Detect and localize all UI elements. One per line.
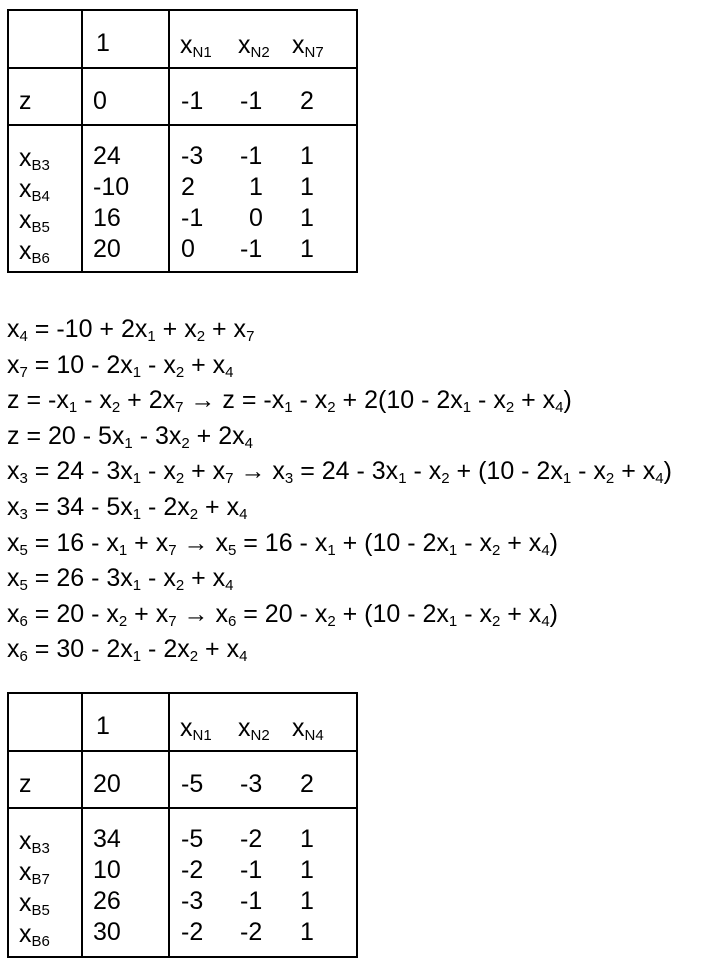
equation-subscript: 5	[19, 576, 28, 594]
equation-subscript: 2	[175, 576, 185, 594]
row-divider	[9, 67, 356, 69]
row-divider	[9, 807, 356, 809]
equation-text: + x	[127, 599, 169, 628]
equation-subscript: 2	[491, 541, 501, 559]
row-const: 26	[93, 887, 121, 915]
equation-subscript: 2	[327, 398, 336, 416]
row-val: -1	[240, 142, 263, 170]
row-val: 1	[300, 825, 314, 853]
equation-text: = 16 - x	[27, 528, 119, 557]
equation-subscript: 2	[196, 327, 206, 345]
row-const: 30	[93, 918, 121, 946]
equation-text: = 30 - 2x	[27, 635, 133, 664]
equation-text: z = 20 - 5x	[7, 421, 125, 450]
equation-subscript: 4	[555, 398, 564, 416]
equation-text: x	[7, 635, 20, 664]
equation-subscript: 7	[225, 470, 234, 488]
row-val: -1	[181, 204, 204, 232]
equation-subscript: 1	[124, 434, 133, 452]
equation-subscript: 7	[168, 612, 177, 630]
equation-subscript: 7	[175, 398, 184, 416]
basis-var: $x_{B3}$	[19, 827, 50, 857]
equation-subscript: 4	[541, 541, 550, 559]
equation-text: + x	[155, 315, 197, 343]
simplex-tableau-2	[7, 692, 358, 958]
row-const: 34	[93, 825, 121, 853]
row-const: 20	[93, 235, 121, 263]
row-val: 1	[300, 918, 314, 946]
row-val: 1	[300, 173, 314, 201]
equation-subscript: 2	[189, 648, 199, 666]
equation-line	[7, 312, 712, 348]
equation-subscript: 6	[19, 612, 28, 630]
equation-subscript: 1	[562, 470, 572, 488]
equation-subscript: 2	[491, 612, 501, 630]
equation-text: → x	[176, 528, 228, 557]
equation-subscript: 3	[19, 505, 28, 523]
header-col-2: $x_{N2}$	[238, 31, 270, 61]
equation-subscript: 1	[462, 398, 472, 416]
row-val: -2	[181, 918, 204, 946]
equation-subscript: 2	[441, 470, 450, 488]
equation-subscript: 1	[132, 470, 142, 488]
equation-text: )	[663, 457, 672, 486]
equation-subscript: 1	[448, 612, 458, 630]
equation-subscript: 3	[284, 470, 294, 488]
equation-subscript: 4	[225, 576, 234, 594]
equation-text: + x	[198, 492, 240, 521]
row-val: -2	[240, 918, 263, 946]
equation-line	[7, 383, 712, 419]
equation-text: )	[549, 528, 558, 557]
equation-text: z = -x	[7, 386, 69, 415]
equation-line	[7, 526, 712, 562]
equation-text: - x	[406, 457, 442, 486]
column-divider	[81, 11, 83, 271]
basis-var: $x_{B3}$	[19, 144, 50, 174]
equation-subscript: 2	[327, 612, 336, 630]
equation-subscript: 1	[68, 398, 78, 416]
header-const: 1	[96, 712, 110, 740]
equation-text: x	[7, 564, 20, 593]
equation-text: = 24 - 3x	[293, 457, 399, 486]
row-val: 0	[181, 235, 195, 263]
equation-subscript: 2	[505, 398, 515, 416]
equation-subscript: 4	[655, 470, 664, 488]
z-const: 0	[93, 87, 107, 115]
equation-line	[7, 348, 712, 384]
row-val: -3	[181, 887, 204, 915]
row-val: 1	[300, 887, 314, 915]
row-val: 1	[300, 204, 314, 232]
basis-var: $x_{B6}$	[19, 237, 50, 267]
equation-text: + x	[184, 350, 226, 379]
row-val: -1	[240, 856, 263, 884]
equation-text: = 26 - 3x	[27, 564, 133, 593]
equation-line	[7, 490, 712, 526]
header-const: 1	[96, 29, 110, 57]
z-val: 2	[300, 770, 314, 798]
equation-subscript: 1	[132, 576, 142, 594]
basis-var: $x_{B5}$	[19, 889, 50, 919]
basis-var: $x_{B7}$	[19, 858, 50, 888]
equation-subscript: 1	[118, 541, 128, 559]
equation-text: = 20 - x	[27, 599, 119, 628]
equation-text: - x	[141, 457, 176, 486]
equation-text: )	[549, 599, 558, 628]
equation-line	[7, 632, 712, 668]
equation-line	[7, 419, 712, 455]
row-val: -1	[240, 235, 263, 263]
equation-text: - 2x	[141, 492, 190, 521]
equation-text: - x	[471, 386, 506, 415]
row-const: 10	[93, 856, 121, 884]
equation-text: - x	[292, 386, 328, 415]
equation-subscript: 4	[239, 648, 248, 666]
equation-subscript: 1	[284, 398, 293, 416]
equation-text: + (10 - 2x	[335, 528, 449, 557]
equation-text: = 34 - 5x	[27, 492, 133, 521]
equation-text: + 2(10 - 2x	[335, 386, 463, 415]
equation-text: + x	[184, 457, 226, 486]
equation-text: x	[7, 492, 20, 521]
equation-subscript: 7	[246, 327, 255, 345]
substitution-equations	[7, 312, 712, 668]
equation-text: → x	[233, 457, 285, 486]
header-col-3: $x_{N4}$	[292, 714, 324, 744]
equation-subscript: 1	[132, 505, 142, 523]
equation-subscript: 4	[239, 505, 248, 523]
equation-text: + 2x	[189, 421, 245, 450]
equation-text: - x	[141, 564, 176, 593]
equation-subscript: 1	[132, 648, 142, 666]
equation-line	[7, 561, 712, 597]
equation-text: + x	[500, 528, 542, 557]
row-val: 1	[300, 235, 314, 263]
row-divider	[9, 750, 356, 752]
row-val: -5	[181, 825, 204, 853]
z-val: -1	[240, 87, 263, 115]
equation-text: + x	[500, 599, 542, 628]
equation-subscript: 2	[605, 470, 615, 488]
header-col-3: $x_{N7}$	[292, 31, 324, 61]
row-val: -2	[240, 825, 263, 853]
row-val: 1	[249, 173, 263, 201]
z-val: -1	[181, 87, 204, 115]
row-const: -10	[93, 173, 130, 201]
equation-text: - x	[77, 386, 112, 415]
z-val: -3	[240, 770, 263, 798]
row-const: 24	[93, 142, 121, 170]
equation-subscript: 2	[175, 470, 185, 488]
equation-text: - 3x	[132, 421, 182, 450]
equation-subscript: 4	[19, 327, 28, 345]
equation-text: → x	[176, 599, 228, 628]
equation-subscript: 1	[132, 363, 142, 381]
z-label: z	[19, 87, 32, 115]
row-val: -1	[240, 887, 263, 915]
equation-subscript: 4	[541, 612, 550, 630]
equation-line	[7, 597, 712, 633]
equation-text: - 2x	[141, 635, 190, 664]
equation-line	[7, 454, 712, 490]
equation-text: = 24 - 3x	[27, 457, 133, 486]
equation-text: x	[7, 599, 20, 628]
row-const: 16	[93, 204, 121, 232]
row-val: -3	[181, 142, 204, 170]
equation-text: = 10 - 2x	[27, 350, 133, 379]
equation-text: + (10 - 2x	[335, 599, 449, 628]
equation-text: - x	[457, 528, 492, 557]
row-divider	[9, 124, 356, 126]
equation-subscript: 4	[225, 363, 234, 381]
equation-text: )	[563, 386, 572, 415]
equation-text: x	[7, 315, 20, 343]
equation-subscript: 6	[227, 612, 237, 630]
equation-subscript: 6	[19, 648, 28, 666]
equation-subscript: 5	[19, 541, 28, 559]
equation-text: + x	[127, 528, 169, 557]
equation-text: x	[7, 350, 20, 379]
equation-text: + 2x	[120, 386, 176, 415]
equation-text: + (10 - 2x	[449, 457, 563, 486]
equation-text: = 20 - x	[236, 599, 328, 628]
column-divider	[168, 11, 170, 271]
equation-text: → z = -x	[183, 386, 285, 415]
z-val: -5	[181, 770, 204, 798]
header-col-2: $x_{N2}$	[238, 714, 270, 744]
equation-subscript: 2	[189, 505, 199, 523]
equation-subscript: 1	[448, 541, 458, 559]
equation-subscript: 3	[19, 470, 28, 488]
equation-text: = 16 - x	[236, 528, 328, 557]
equation-subscript: 2	[181, 434, 190, 452]
equation-text: x	[7, 528, 20, 557]
equation-text: x	[7, 457, 20, 486]
column-divider	[81, 694, 83, 956]
equation-text: + x	[184, 564, 226, 593]
row-val: 2	[181, 173, 195, 201]
equation-subscript: 1	[398, 470, 407, 488]
row-val: 1	[300, 856, 314, 884]
equation-text: - x	[141, 350, 176, 379]
z-label: z	[19, 770, 32, 798]
row-val: 0	[249, 204, 263, 232]
equation-text: + x	[514, 386, 556, 415]
equation-subscript: 2	[118, 612, 128, 630]
equation-subscript: 1	[327, 541, 336, 559]
equation-subscript: 2	[111, 398, 121, 416]
z-val: 2	[300, 87, 314, 115]
column-divider	[168, 694, 170, 956]
row-val: 1	[300, 142, 314, 170]
z-const: 20	[93, 770, 121, 798]
equation-subscript: 1	[147, 327, 156, 345]
basis-var: $x_{B5}$	[19, 206, 50, 236]
equation-subscript: 5	[227, 541, 237, 559]
equation-subscript: 4	[244, 434, 253, 452]
equation-text: + x	[614, 457, 656, 486]
equation-text: + x	[198, 635, 240, 664]
equation-text: + x	[205, 315, 247, 343]
equation-subscript: 7	[168, 541, 177, 559]
equation-subscript: 7	[19, 363, 28, 381]
basis-var: $x_{B4}$	[19, 175, 50, 205]
equation-text: - x	[457, 599, 492, 628]
header-col-1: $x_{N1}$	[180, 714, 212, 744]
equation-subscript: 2	[175, 363, 185, 381]
basis-var: $x_{B6}$	[19, 920, 50, 950]
simplex-tableau-1	[7, 9, 358, 273]
equation-text: - x	[571, 457, 606, 486]
row-val: -2	[181, 856, 204, 884]
header-col-1: $x_{N1}$	[180, 31, 212, 61]
equation-text: = -10 + 2x	[27, 315, 148, 343]
